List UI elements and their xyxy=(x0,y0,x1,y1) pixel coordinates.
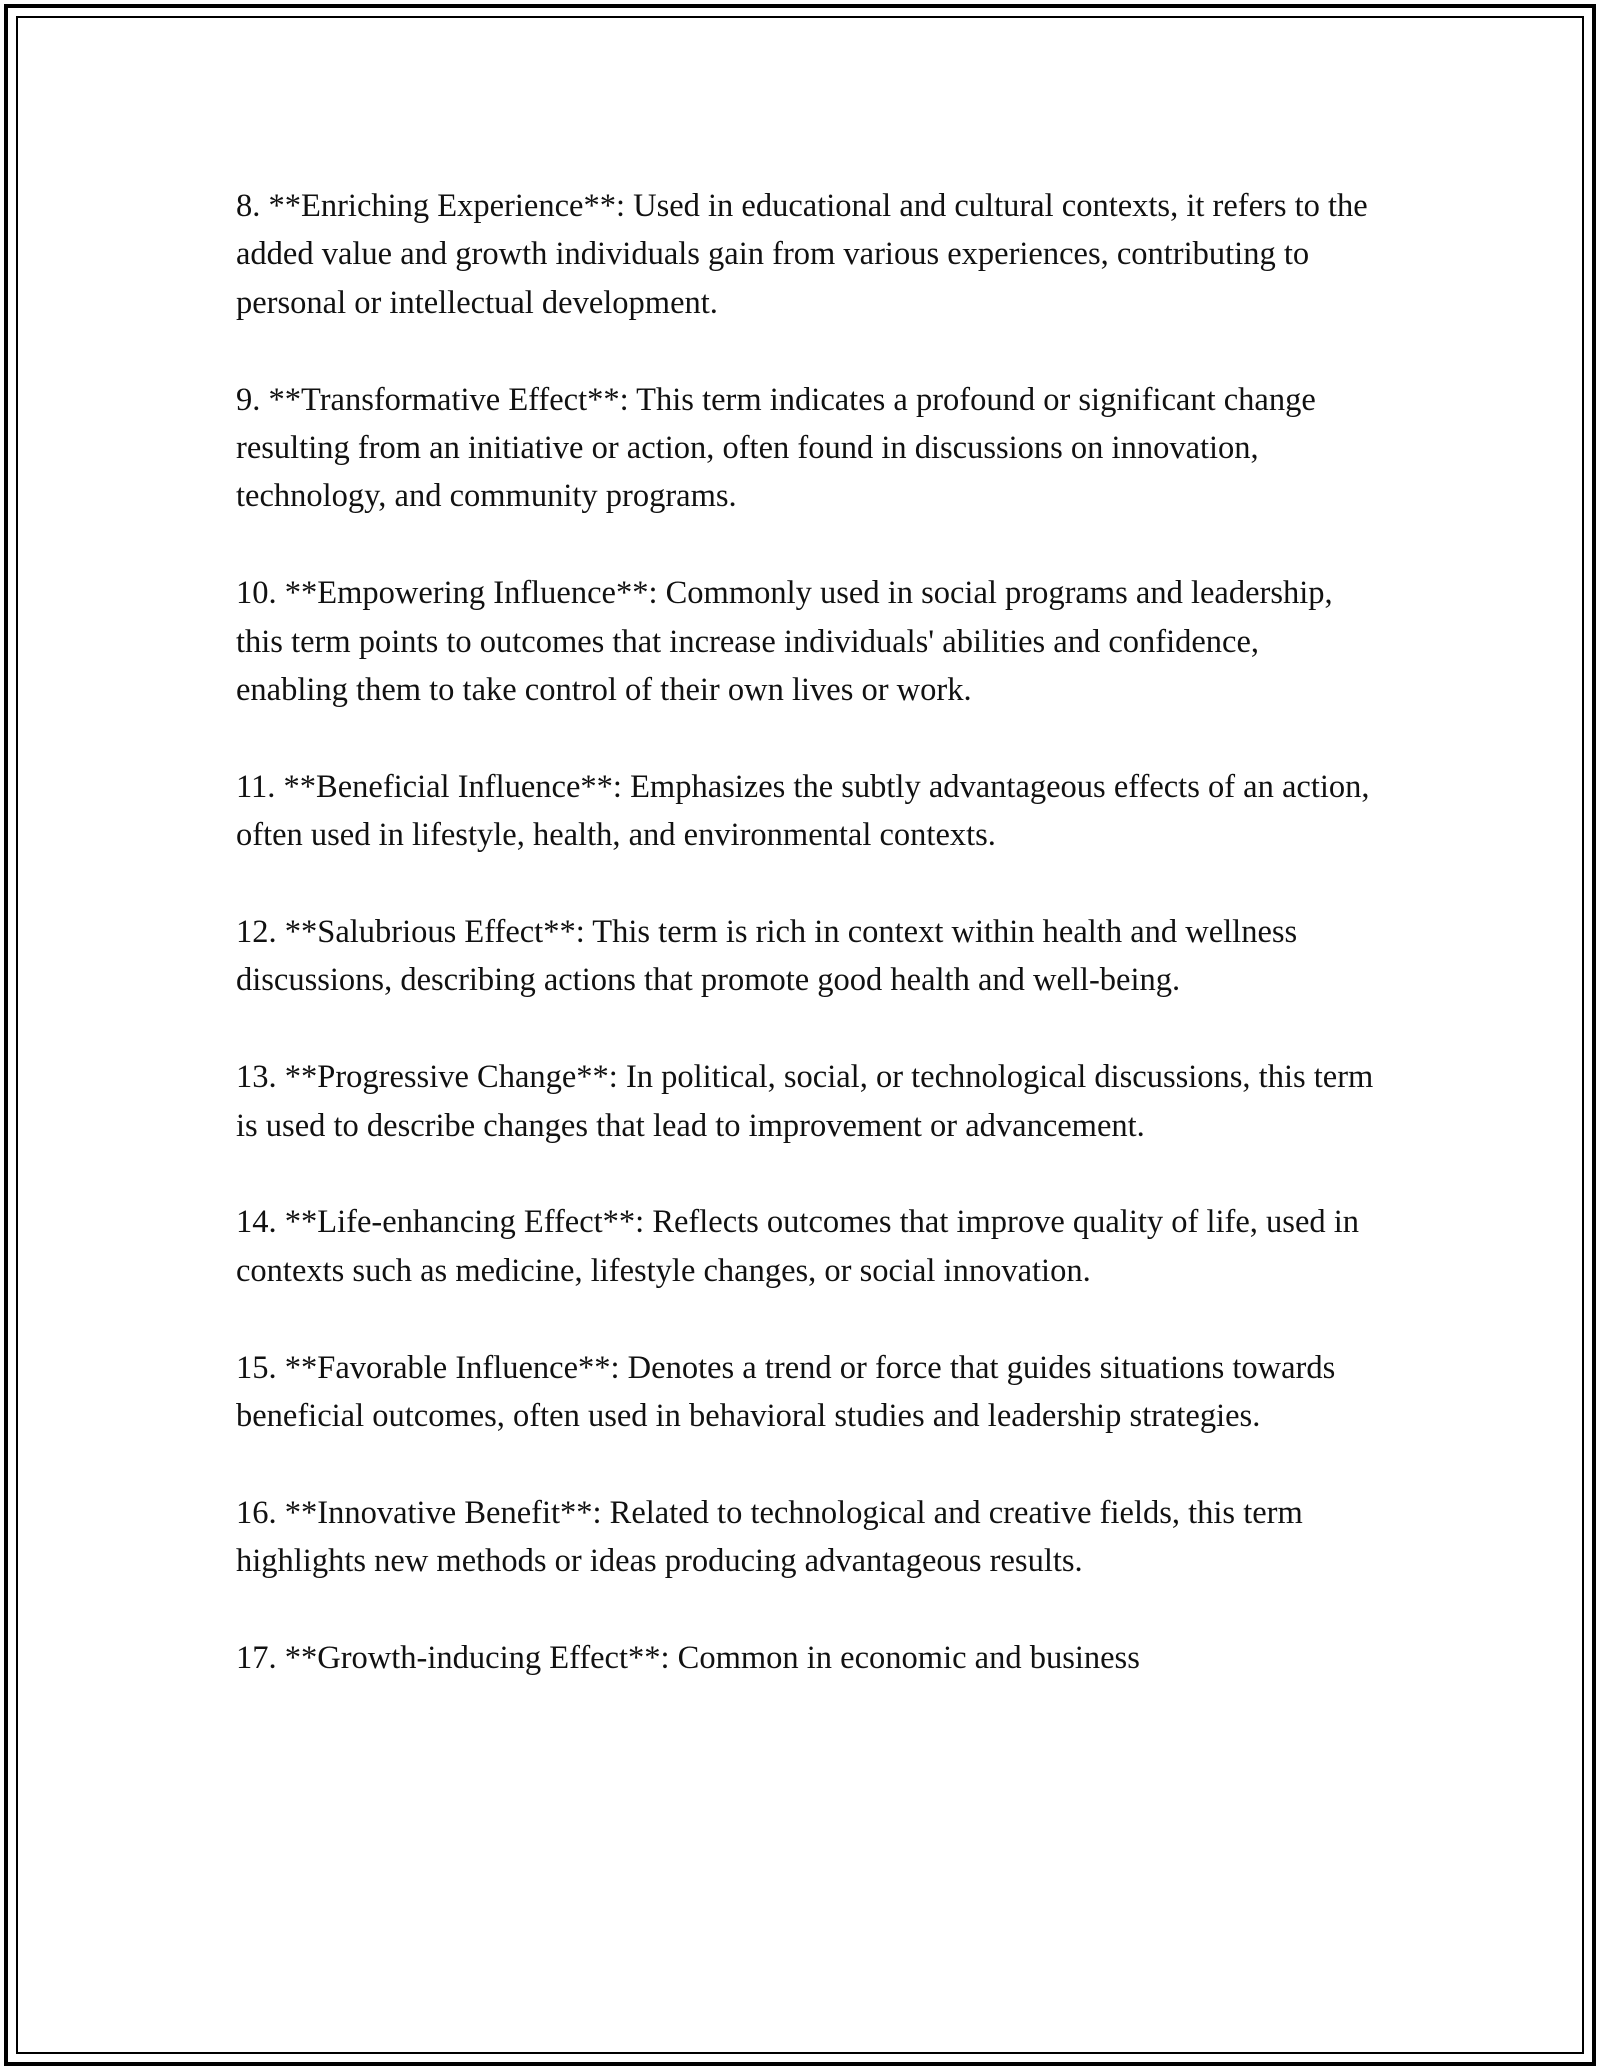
list-item-8: 8. **Enriching Experience**: Used in educational and cultural contexts, it refers to the added value and growth individuals gain from various experiences, contributing to personal or intellectual development. xyxy=(236,188,1368,321)
list-item-12: 12. **Salubrious Effect**: This term is rich in context within health and wellness discussions, describing actions that promote good health and well-being. xyxy=(236,914,1298,999)
list-item-13: 13. **Progressive Change**: In political, social, or technological discussions, this term is used to describe changes that lead to improvement or advancement. xyxy=(236,1059,1374,1144)
list-item-11: 11. **Beneficial Influence**: Emphasizes the subtly advantageous effects of an action, often used in lifestyle, health, and environmental contexts. xyxy=(236,768,1370,854)
list-item-10: 10. **Empowering Influence**: Commonly used in social programs and leadership, this term points to outcomes that increase individuals' abilities and confidence, enabling them to take control of their own lives or work. xyxy=(236,575,1333,709)
list-item-16: 16. **Innovative Benefit**: Related to technological and creative fields, this term highlights new methods or ideas producing advantageous results. xyxy=(236,1494,1303,1580)
document-body xyxy=(236,182,1376,1682)
list-item-14: 14. **Life-enhancing Effect**: Reflects outcomes that improve quality of life, used in contexts such as medicine, lifestyle changes, or social innovation. xyxy=(236,1204,1360,1289)
list-item-9: 9. **Transformative Effect**: This term indicates a profound or significant change resulting from an initiative or action, often found in discussions on innovation, technology, and community programs. xyxy=(236,381,1316,515)
list-item-17: 17. **Growth-inducing Effect**: Common in economic and business xyxy=(236,1640,1140,1677)
list-item-15: 15. **Favorable Influence**: Denotes a trend or force that guides situations towards beneficial outcomes, often used in behavioral studies and leadership strategies. xyxy=(236,1349,1336,1435)
